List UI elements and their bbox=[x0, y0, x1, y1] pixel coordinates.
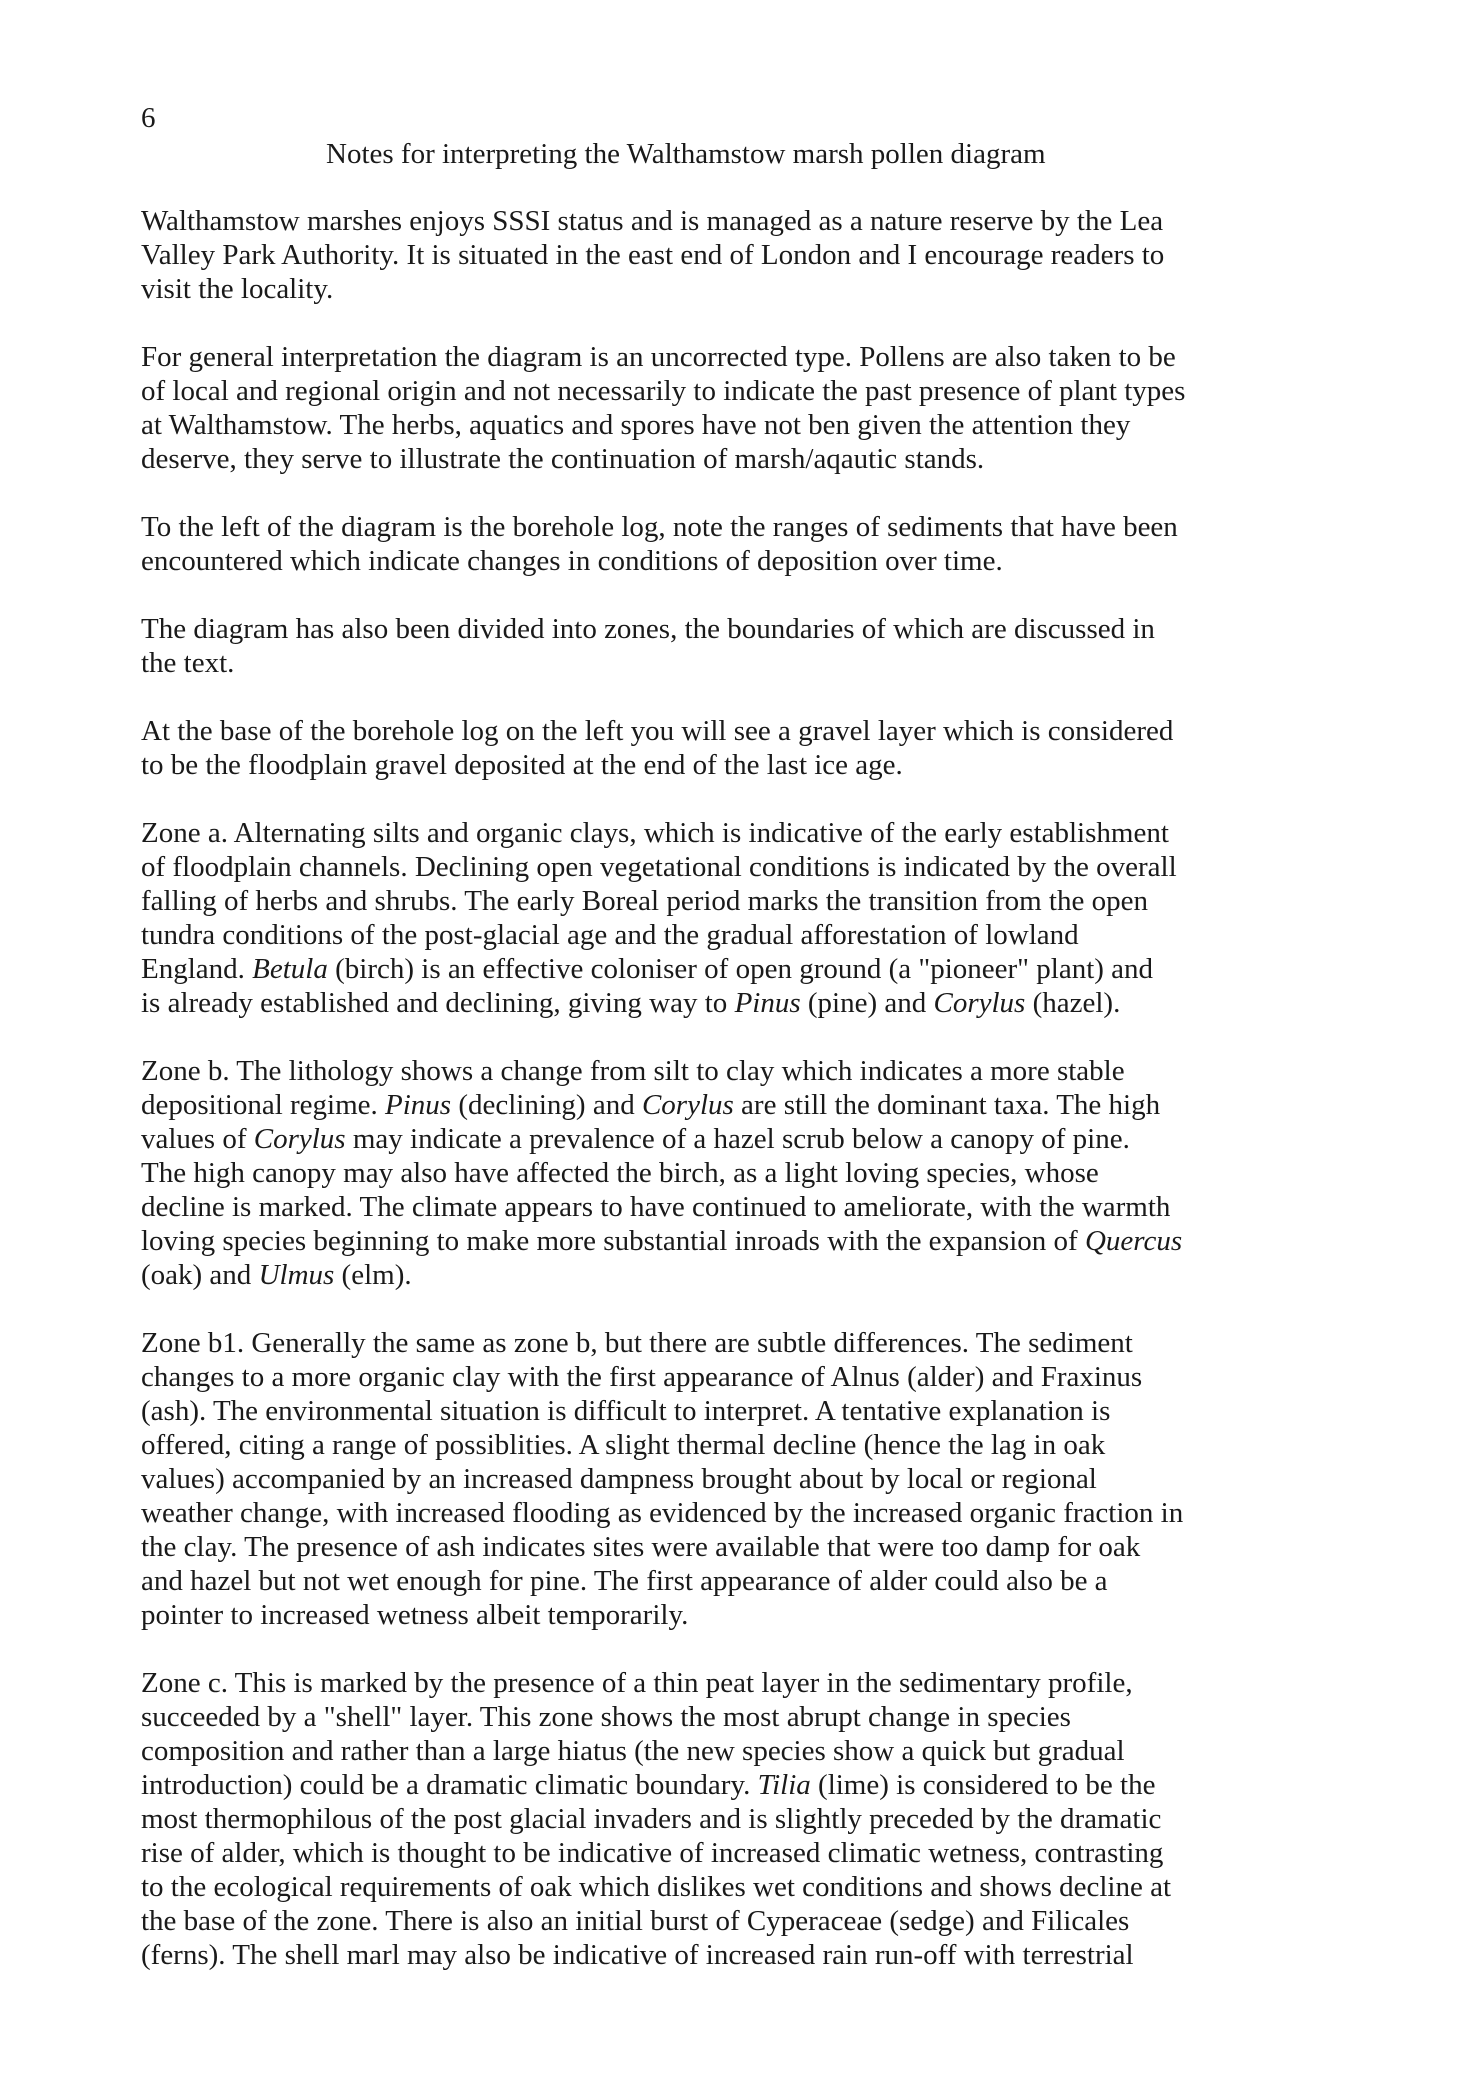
text-line: For general interpretation the diagram is an uncorrected type. Pollens are also taken to be bbox=[141, 341, 1176, 373]
text-line bbox=[141, 1768, 1341, 1802]
taxon-name: Corylus bbox=[253, 1123, 346, 1155]
text-line: visit the locality. bbox=[141, 273, 334, 305]
text-line: encountered which indicate changes in conditions of deposition over time. bbox=[141, 545, 1003, 577]
text-line: Zone a. Alternating silts and organic clays, which is indicative of the early establishment bbox=[141, 817, 1169, 849]
taxon-name: Tilia bbox=[757, 1769, 811, 1801]
paragraph-zone-b1 bbox=[141, 1326, 1341, 1632]
text-line: of floodplain channels. Declining open vegetational conditions is indicated by the overall bbox=[141, 851, 1177, 883]
text-line: Zone b1. Generally the same as zone b, but there are subtle differences. The sediment bbox=[141, 1327, 1133, 1359]
text-line: the base of the zone. There is also an initial burst of Cyperaceae (sedge) and Filicales bbox=[141, 1905, 1130, 1937]
text-line bbox=[141, 1258, 1341, 1292]
text-line: pointer to increased wetness albeit temporarily. bbox=[141, 1599, 689, 1631]
text-line: Walthamstow marshes enjoys SSSI status and is managed as a nature reserve by the Lea bbox=[141, 205, 1164, 237]
text-line bbox=[141, 986, 1341, 1020]
text-segment: (pine) and bbox=[800, 987, 934, 1019]
text-segment: introduction) could be a dramatic climatic boundary. bbox=[141, 1769, 758, 1801]
text-line: the text. bbox=[141, 647, 235, 679]
text-line bbox=[141, 1122, 1341, 1156]
text-line: Zone c. This is marked by the presence of a thin peat layer in the sedimentary profile, bbox=[141, 1667, 1133, 1699]
text-line: succeeded by a "shell" layer. This zone shows the most abrupt change in species bbox=[141, 1701, 1071, 1733]
text-line: The diagram has also been divided into zones, the boundaries of which are discussed in bbox=[141, 613, 1155, 645]
taxon-name: Pinus bbox=[734, 987, 801, 1019]
text-segment: (birch) is an effective coloniser of open ground (a "pioneer" plant) and bbox=[327, 953, 1154, 985]
text-segment: depositional regime. bbox=[141, 1089, 386, 1121]
paragraph-interpretation bbox=[141, 340, 1341, 476]
text-segment: loving species beginning to make more substantial inroads with the expansion of bbox=[141, 1225, 1085, 1257]
taxon-name: Ulmus bbox=[258, 1259, 335, 1291]
paragraph-borehole-log bbox=[141, 510, 1341, 578]
paragraph-intro bbox=[141, 204, 1341, 306]
text-segment: values of bbox=[141, 1123, 254, 1155]
text-segment: is already established and declining, giving way to bbox=[141, 987, 735, 1019]
text-segment: (elm). bbox=[334, 1259, 412, 1291]
taxon-name: Quercus bbox=[1084, 1225, 1183, 1257]
text-line: Valley Park Authority. It is situated in the east end of London and I encourage readers to bbox=[141, 239, 1165, 271]
text-segment: (declining) and bbox=[451, 1089, 642, 1121]
text-segment: England. bbox=[141, 953, 253, 985]
text-line: and hazel but not wet enough for pine. The first appearance of alder could also be a bbox=[141, 1565, 1108, 1597]
text-line bbox=[141, 1088, 1341, 1122]
paragraph-zones bbox=[141, 612, 1341, 680]
paragraph-gravel-layer bbox=[141, 714, 1341, 782]
taxon-name: Pinus bbox=[385, 1089, 452, 1121]
text-line: (ferns). The shell marl may also be indicative of increased rain run-off with terrestrial bbox=[141, 1939, 1134, 1971]
text-line: rise of alder, which is thought to be indicative of increased climatic wetness, contrasting bbox=[141, 1837, 1164, 1869]
text-segment: (hazel). bbox=[1025, 987, 1121, 1019]
text-line: values) accompanied by an increased dampness brought about by local or regional bbox=[141, 1463, 1097, 1495]
text-line: composition and rather than a large hiatus (the new species show a quick but gradual bbox=[141, 1735, 1125, 1767]
text-line: to the ecological requirements of oak which dislikes wet conditions and shows decline at bbox=[141, 1871, 1172, 1903]
text-line: At the base of the borehole log on the left you will see a gravel layer which is considered bbox=[141, 715, 1174, 747]
text-line: weather change, with increased flooding as evidenced by the increased organic fraction in bbox=[141, 1497, 1184, 1529]
text-line: The high canopy may also have affected the birch, as a light loving species, whose bbox=[141, 1157, 1099, 1189]
text-line: Zone b. The lithology shows a change from silt to clay which indicates a more stable bbox=[141, 1055, 1125, 1087]
paragraph-zone-c bbox=[141, 1666, 1341, 1972]
text-line: deserve, they serve to illustrate the continuation of marsh/aqautic stands. bbox=[141, 443, 985, 475]
paragraph-zone-b bbox=[141, 1054, 1341, 1292]
taxon-name: Corylus bbox=[641, 1089, 734, 1121]
body-text bbox=[141, 204, 1341, 2006]
page-number: 6 bbox=[141, 102, 156, 134]
text-line: falling of herbs and shrubs. The early Boreal period marks the transition from the open bbox=[141, 885, 1148, 917]
text-line: tundra conditions of the post-glacial age and the gradual afforestation of lowland bbox=[141, 919, 1079, 951]
text-line bbox=[141, 952, 1341, 986]
text-line: To the left of the diagram is the borehole log, note the ranges of sediments that have been bbox=[141, 511, 1178, 543]
text-line: offered, citing a range of possiblities. A slight thermal decline (hence the lag in oak bbox=[141, 1429, 1106, 1461]
text-line: at Walthamstow. The herbs, aquatics and spores have not ben given the attention they bbox=[141, 409, 1131, 441]
text-line bbox=[141, 1224, 1341, 1258]
text-line: of local and regional origin and not necessarily to indicate the past presence of plant types bbox=[141, 375, 1186, 407]
text-segment: (oak) and bbox=[141, 1259, 259, 1291]
text-line: most thermophilous of the post glacial invaders and is slightly preceded by the dramatic bbox=[141, 1803, 1162, 1835]
text-line: the clay. The presence of ash indicates sites were available that were too damp for oak bbox=[141, 1531, 1141, 1563]
text-segment: (lime) is considered to be the bbox=[810, 1769, 1156, 1801]
text-line: to be the floodplain gravel deposited at the end of the last ice age. bbox=[141, 749, 903, 781]
taxon-name: Betula bbox=[252, 953, 328, 985]
page-title: Notes for interpreting the Walthamstow marsh pollen diagram bbox=[326, 138, 1046, 170]
taxon-name: Corylus bbox=[933, 987, 1026, 1019]
text-segment: are still the dominant taxa. The high bbox=[733, 1089, 1161, 1121]
text-line: changes to a more organic clay with the first appearance of Alnus (alder) and Fraxinus bbox=[141, 1361, 1143, 1393]
text-segment: may indicate a prevalence of a hazel scrub below a canopy of pine. bbox=[345, 1123, 1130, 1155]
text-line: decline is marked. The climate appears to have continued to ameliorate, with the warmth bbox=[141, 1191, 1171, 1223]
text-line: (ash). The environmental situation is difficult to interpret. A tentative explanation is bbox=[141, 1395, 1111, 1427]
paragraph-zone-a bbox=[141, 816, 1341, 1020]
